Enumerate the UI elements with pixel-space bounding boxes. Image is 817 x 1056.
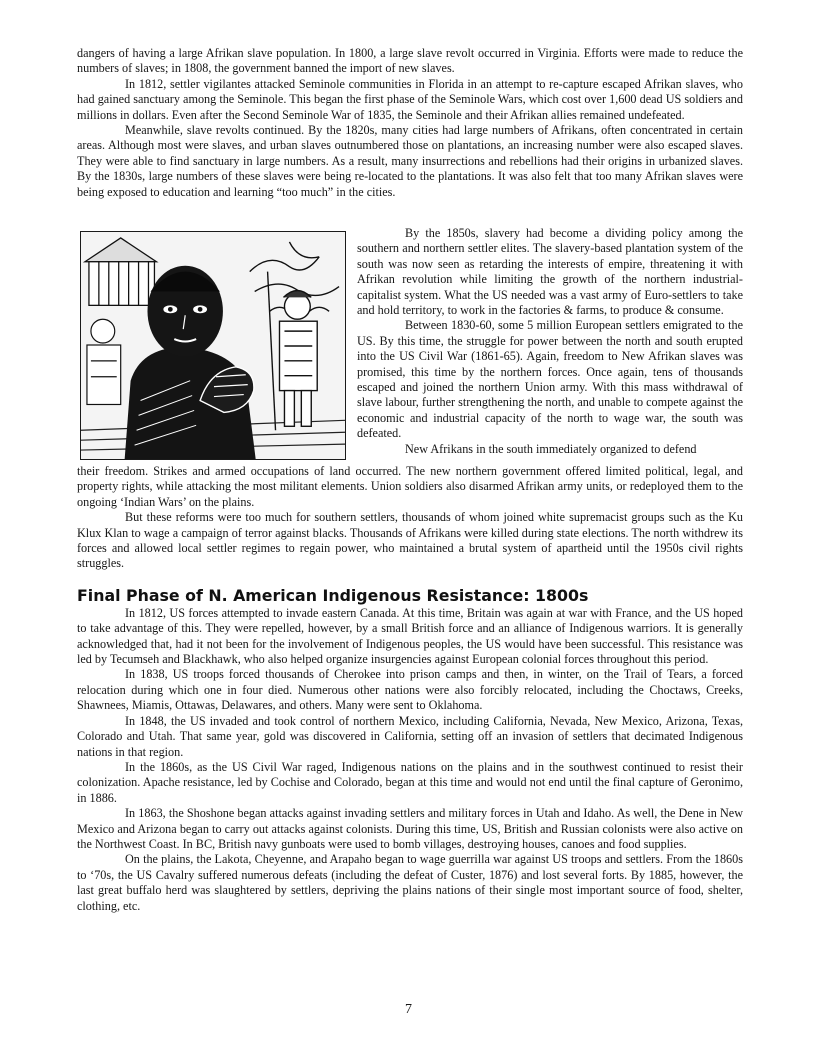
paragraph: their freedom. Strikes and armed occupations of land occurred. The new northern government offered limited political, legal, and property rights, while attacking the most militant elements. Union soldiers also disarmed Afrikan army units, or redeployed them to the ongoing ‘Indian Wars’ on the plains. (77, 464, 743, 509)
top-text-block (77, 46, 743, 200)
illustration-art (81, 232, 345, 459)
paragraph: In the 1860s, as the US Civil War raged, Indigenous nations on the plains and in the southwest continued to resist their colonization. Apache resistance, led by Cochise and Colorado, began at this time and would not end until the final capture of Geronimo, in 1886. (77, 759, 743, 805)
paragraph: Meanwhile, slave revolts continued. By the 1820s, many cities had large numbers of Afrikans, often concentrated in certain areas. Although most were slaves, and urban slaves outnumbered those on plantations, an increasing number were also escaped slaves. They were able to find sanctuary in large numbers. As a result, many insurrections and rebellions had their origins in urbanized slaves. By the 1830s, large numbers of these slaves were being re-located to the plantations. It was also felt that too many Afrikan slaves were being exposed to education and learning “too much” in the cities. (77, 123, 743, 199)
paragraph: But these reforms were too much for southern settlers, thousands of whom joined white supremacist groups such as the Ku Klux Klan to wage a campaign of terror against blacks. Thousands of Afrikans were killed during state elections. The north withdrew its forces and allowed local settler regimes to regain power, who maintained a brutal system of apartheid until the 1950s civil rights struggles. (77, 510, 743, 571)
paragraph: dangers of having a large Afrikan slave population. In 1800, a large slave revolt occurred in Virginia. Efforts were made to reduce the numbers of slaves; in 1808, the government banned the import of new slaves. (77, 46, 743, 76)
paragraph: In 1812, US forces attempted to invade eastern Canada. At this time, Britain was again at war with France, and the US hoped to take advantage of this. They were repelled, however, by a small British force and an alliance of Indigenous warriors. It is generally acknowledged that, had it not been for the involvement of Indigenous peoples, the US would have been successful. This resistance was led by Tecumseh and Blackhawk, who also helped organize insurgencies against European colonial forces throughout this period. (77, 605, 743, 667)
bottom-text-block (77, 464, 743, 914)
page-number: 7 (405, 1002, 412, 1017)
paragraph: Between 1830-60, some 5 million European settlers emigrated to the US. By this time, the struggle for power between the north and south erupted into the US Civil War (1861-65). Again, freedom to New Afrikan slaves was promised, this time by the northern forces. Once again, tens of thousands escaped and joined the northern Union army. With this mass withdrawal of slave labour, further strengthening the north, and unable to compete against the economic and industrial capacity of the north to wage war, the south was defeated. (357, 318, 743, 441)
woodcut-illustration (80, 231, 346, 460)
paragraph: In 1812, settler vigilantes attacked Seminole communities in Florida in an attempt to re-capture escaped Afrikan slaves, who had gained sanctuary among the Seminole. This began the first phase of the Seminole Wars, which cost over 1,600 dead US soldiers and millions in dollars. Even after the Second Seminole War of 1835, the Seminole and their Afrikan allies remained undefeated. (77, 76, 743, 122)
section-heading: Final Phase of N. American Indigenous Resistance: 1800s (77, 585, 589, 605)
paragraph: On the plains, the Lakota, Cheyenne, and Arapaho began to wage guerrilla war against US troops and settlers. From the 1860s to ‘70s, the US Cavalry suffered numerous defeats (including the defeat of Custer, 1876) and lost several forts. By 1885, however, the last great buffalo herd was slaughtered by settlers, depriving the plains nations of their single most important source of food, shelter, clothing, etc. (77, 852, 743, 913)
wrapped-text-block (357, 226, 743, 457)
paragraph: In 1848, the US invaded and took control of northern Mexico, including California, Nevada, New Mexico, Arizona, Texas, Colorado and Utah. That same year, gold was discovered in California, setting off an invasion of settlers that decimated Indigenous nations in that region. (77, 713, 743, 759)
paragraph: In 1863, the Shoshone began attacks against invading settlers and military forces in Utah and Idaho. As well, the Dene in New Mexico and Arizona began to carry out attacks against colonists. During this time, US, British and Russian colonists were also active on the Northwest Coast. In BC, British navy gunboats were used to bomb villages, destroying houses, canoes and food supplies. (77, 806, 743, 851)
paragraph: In 1838, US troops forced thousands of Cherokee into prison camps and then, in winter, on the Trail of Tears, a forced relocation during which one in four died. Numerous other nations were also forcibly relocated, including the Choctaws, Creeks, Shawnees, Miamis, Ottawas, Delawares, and others. Many were sent to Oklahoma. (77, 667, 743, 713)
paragraph: New Afrikans in the south immediately organized to defend (405, 441, 697, 456)
paragraph: By the 1850s, slavery had become a dividing policy among the southern and northern settler elites. The slavery-based plantation system of the south was now seen as retarding the interests of empire, threatening it with Afrikan revolution while limiting the growth of the northern industrial-capitalist system. What the US needed was a vast army of Euro-settlers to take and hold territory, to work in the factories & farms, to produce & consume. (357, 226, 743, 318)
